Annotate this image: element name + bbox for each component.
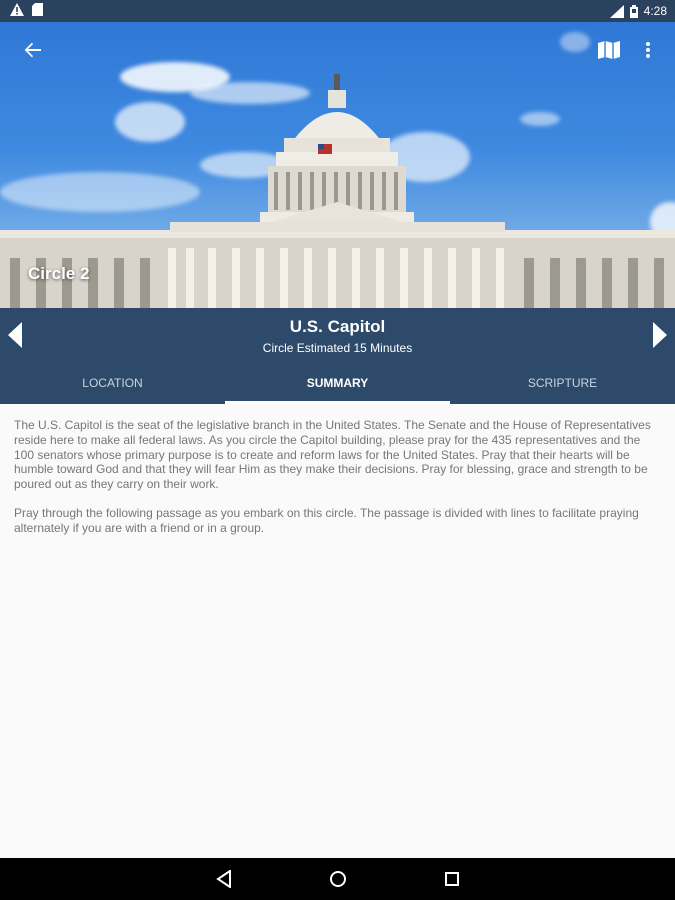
capitol-building-image xyxy=(0,22,675,308)
map-icon[interactable] xyxy=(598,41,620,59)
tab-bar xyxy=(0,362,675,404)
summary-paragraph: The U.S. Capitol is the seat of the legislative branch in the United States. The Senate and the House of Representatives reside here to make all federal laws. As you circle the Capitol building, please pray for the 435 representatives and the 100 senators whose primary purpose is to create and reform laws for the United States. Pray that their hearts will be humble toward God and that they will fear Him as they make their decisions. Pray for blessing, grace and strength to be poured out as they carry on their work. xyxy=(14,418,651,492)
nav-home-button[interactable] xyxy=(327,868,349,890)
notification-icons xyxy=(10,3,43,16)
signal-icon xyxy=(610,5,624,18)
more-options-icon[interactable] xyxy=(645,41,651,59)
nav-back-button[interactable] xyxy=(213,868,235,890)
nav-home-icon xyxy=(329,870,347,888)
previous-circle-arrow-icon[interactable] xyxy=(6,322,24,348)
hero-image xyxy=(0,22,675,308)
nav-back-icon xyxy=(216,870,232,888)
back-arrow-icon[interactable] xyxy=(24,41,42,59)
nav-recents-button[interactable] xyxy=(441,868,463,890)
tab-scripture[interactable]: SCRIPTURE xyxy=(527,376,598,390)
location-header xyxy=(0,308,675,362)
status-bar xyxy=(0,0,675,22)
location-title: U.S. Capitol xyxy=(289,317,386,336)
prayer-instruction-paragraph: Pray through the following passage as you embark on this circle. The passage is divided with lines to facilitate praying alternately if you are with a friend or in a group. xyxy=(14,505,639,535)
sd-card-icon xyxy=(32,3,43,16)
warning-icon xyxy=(10,3,24,16)
summary-content xyxy=(14,418,662,550)
estimated-time-subtitle: Circle Estimated 15 Minutes xyxy=(262,341,413,355)
next-circle-arrow-icon[interactable] xyxy=(651,322,669,348)
system-navigation-bar xyxy=(0,858,675,900)
nav-recents-icon xyxy=(444,871,460,887)
tab-summary[interactable]: SUMMARY xyxy=(225,362,450,404)
tab-location[interactable]: LOCATION xyxy=(82,376,143,390)
system-icons xyxy=(610,3,667,19)
clock: 4:28 xyxy=(643,4,667,18)
circle-number-label: Circle 2 xyxy=(28,264,90,283)
battery-icon xyxy=(630,5,638,18)
